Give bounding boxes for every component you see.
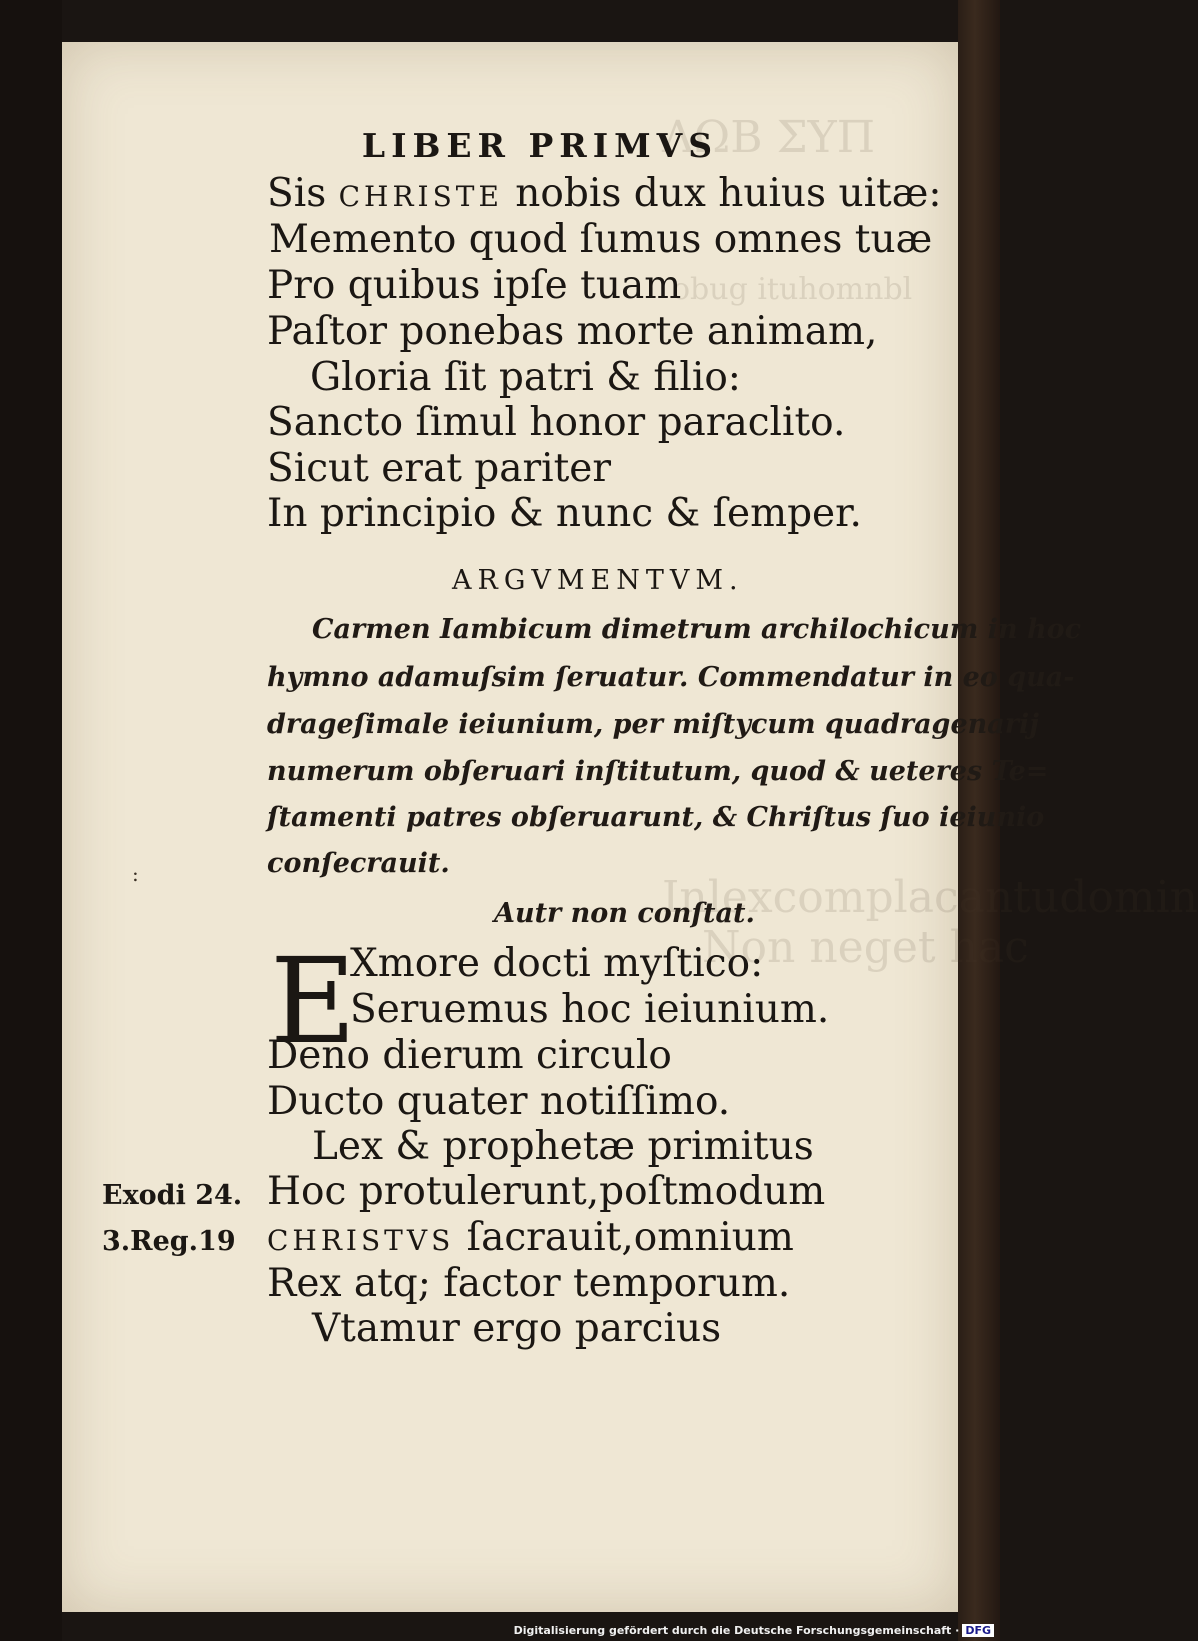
argument-line: numerum obſeruari inſtitutum, quod & ueteres Te=: [267, 756, 1049, 787]
verse-line: [312, 1306, 722, 1351]
running-head: LIBER PRIMVS: [361, 126, 719, 165]
verse-line: [267, 1169, 826, 1214]
book-page: [62, 42, 1198, 1612]
verse-text: Sis: [267, 171, 339, 216]
verse-text: Seruemus hoc ieiunium.: [350, 987, 830, 1032]
small-caps-text: CHRISTE: [338, 180, 503, 213]
verse-line: [267, 1261, 791, 1306]
argument-line: drageſimale ieiunium, per miſtycum quadragenarij: [267, 709, 1039, 740]
verse-line: [350, 987, 830, 1032]
margin-mark: :: [132, 862, 139, 886]
verse-line: [312, 1124, 814, 1169]
margin-note: 3.Reg.19: [102, 1226, 236, 1257]
verse-line: [267, 446, 611, 491]
verse-text: Pro quibus ipſe tuam: [267, 263, 682, 308]
verse-text: Rex atq; factor temporum.: [267, 1261, 791, 1306]
verse-line: [267, 1033, 672, 1078]
argument-line: ſtamenti patres obſeruarunt, & Chriſtus ſuo ieiunio: [267, 802, 1045, 833]
verse-line: [310, 355, 741, 400]
verse-text: In principio & nunc & ſemper.: [267, 491, 862, 536]
verse-line: [267, 309, 878, 354]
dfg-logo: DFG: [962, 1624, 994, 1637]
verse-text: Sicut erat pariter: [267, 446, 611, 491]
verse-text: Hoc protulerunt,poſtmodum: [267, 1169, 826, 1214]
verse-text: Vtamur ergo parcius: [312, 1306, 722, 1351]
bleed-through-text: obug ituhomnbl: [672, 272, 913, 307]
verse-line: [267, 1215, 794, 1260]
author-line: Autr non conſtat.: [494, 898, 755, 929]
drop-cap-initial: E: [270, 932, 357, 1070]
verse-line: [267, 400, 846, 445]
verse-line: [267, 171, 942, 216]
verse-text: nobis dux huius uitæ:: [502, 171, 942, 216]
verse-text: Paſtor ponebas morte animam,: [267, 309, 878, 354]
verse-line: [267, 263, 682, 308]
verse-line: [269, 217, 933, 262]
margin-note: Exodi 24.: [102, 1180, 243, 1211]
scan-background-left: [0, 0, 62, 1641]
verse-text: Memento quod ſumus omnes tuæ: [269, 217, 933, 262]
argument-line: hymno adamuſsim ſeruatur. Commendatur in eo qua-: [267, 662, 1075, 693]
verse-line: [267, 491, 862, 536]
bleed-through-text: Non neget hac: [702, 922, 1029, 973]
bleed-through-text: ΛΩΒ ΣΥΠ: [662, 112, 876, 163]
argument-line: Carmen Iambicum dimetrum archilochicum in hoc: [312, 614, 1082, 645]
verse-text: Sancto ſimul honor paraclito.: [267, 400, 846, 445]
bleed-through-text: Inlexcomplacantudomin: [662, 872, 1198, 923]
verse-text: Xmore docti myſtico:: [350, 941, 764, 986]
verse-text: Lex & prophetæ primitus: [312, 1124, 814, 1169]
argument-heading: ARGVMENTVM.: [452, 565, 744, 596]
verse-text: Gloria ſit patri & filio:: [310, 355, 741, 400]
verse-text: Deno dierum circulo: [267, 1033, 672, 1078]
verse-line: [350, 941, 764, 986]
argument-line: conſecrauit.: [267, 848, 450, 879]
credit-text: Digitalisierung gefördert durch die Deutsche Forschungsgemeinschaft: [513, 1624, 952, 1637]
small-caps-text: CHRISTVS: [267, 1224, 455, 1257]
verse-line: [267, 1079, 731, 1124]
verse-text: ſacrauit,omnium: [454, 1215, 794, 1260]
verse-text: Ducto quater notiſſimo.: [267, 1079, 731, 1124]
digitization-credit: Digitalisierung gefördert durch die Deutsche Forschungsgemeinschaft · DFG: [514, 1624, 994, 1637]
